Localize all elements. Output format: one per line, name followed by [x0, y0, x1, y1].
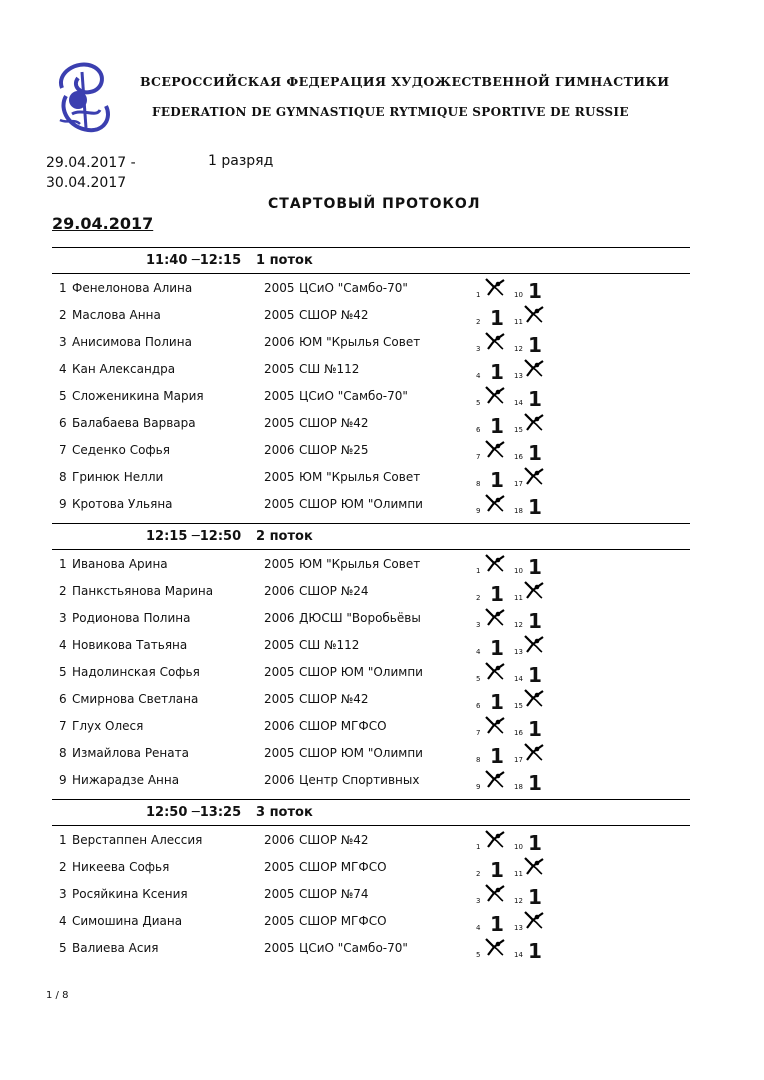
birth-year: 2006: [264, 335, 295, 349]
athlete-name: Седенко Софья: [72, 443, 170, 457]
gymnast-icon: [484, 661, 506, 681]
flow-header: [52, 799, 690, 826]
apparatus-mark: 1: [528, 609, 542, 633]
table-row: [52, 409, 690, 436]
apparatus-mark: 1: [490, 582, 504, 606]
order-a: 4: [476, 648, 481, 656]
table-row: [52, 463, 690, 490]
table-row: [52, 766, 690, 793]
apparatus-mark: 1: [490, 636, 504, 660]
table-row: [52, 490, 690, 517]
club-name: ЦСиО "Самбо-70": [299, 281, 408, 295]
athlete-name: Новикова Татьяна: [72, 638, 188, 652]
apparatus-mark: 1: [528, 663, 542, 687]
gymnast-icon: [484, 331, 506, 351]
birth-year: 2006: [264, 611, 295, 625]
birth-year: 2006: [264, 833, 295, 847]
order-a: 7: [476, 453, 481, 461]
page-number: 1 / 8: [46, 990, 69, 1001]
club-name: ЮМ "Крылья Совет: [299, 470, 421, 484]
start-number: 7: [59, 719, 67, 733]
birth-year: 2005: [264, 497, 295, 511]
order-b: 12: [514, 621, 523, 629]
order-a: 6: [476, 426, 481, 434]
athlete-name: Панкстьянова Марина: [72, 584, 214, 598]
birth-year: 2005: [264, 692, 295, 706]
club-name: СШОР №74: [299, 887, 369, 901]
club-name: ЮМ "Крылья Совет: [299, 557, 421, 571]
flow-time: 11:40 ─12:15: [146, 253, 242, 268]
order-a: 6: [476, 702, 481, 710]
gymnast-icon: [484, 829, 506, 849]
table-row: [52, 577, 690, 604]
order-a: 5: [476, 951, 481, 959]
start-number: 9: [59, 773, 67, 787]
flow-label: 1 поток: [256, 253, 313, 268]
table-row: [52, 685, 690, 712]
club-name: СШОР №42: [299, 416, 369, 430]
order-b: 12: [514, 897, 523, 905]
gymnast-icon: [523, 580, 545, 600]
start-number: 7: [59, 443, 67, 457]
order-b: 11: [514, 594, 523, 602]
order-a: 4: [476, 372, 481, 380]
start-number: 2: [59, 584, 67, 598]
table-row: [52, 328, 690, 355]
club-name: Центр Спортивных: [299, 773, 420, 787]
start-number: 4: [59, 362, 67, 376]
athlete-name: Глух Олеся: [72, 719, 144, 733]
start-number: 3: [59, 335, 67, 349]
order-a: 5: [476, 675, 481, 683]
apparatus-mark: 1: [490, 414, 504, 438]
flow-label: 2 поток: [256, 529, 313, 544]
start-number: 4: [59, 914, 67, 928]
order-b: 13: [514, 924, 523, 932]
table-row: [52, 907, 690, 934]
order-b: 16: [514, 729, 523, 737]
club-name: СШ №112: [299, 638, 360, 652]
category-label: 1 разряд: [208, 153, 274, 169]
table-row: [52, 712, 690, 739]
start-number: 2: [59, 308, 67, 322]
date-to: 30.04.2017: [46, 175, 127, 191]
order-b: 11: [514, 870, 523, 878]
athlete-name: Симошина Диана: [72, 914, 183, 928]
table-row: [52, 739, 690, 766]
birth-year: 2005: [264, 887, 295, 901]
apparatus-mark: 1: [528, 771, 542, 795]
order-b: 10: [514, 567, 523, 575]
apparatus-mark: 1: [528, 831, 542, 855]
federation-logo: [52, 58, 116, 138]
club-name: СШОР №42: [299, 308, 369, 322]
gymnast-icon: [484, 937, 506, 957]
athlete-name: Фенелонова Алина: [72, 281, 193, 295]
federation-title-ru: ВСЕРОССИЙСКАЯ ФЕДЕРАЦИЯ ХУДОЖЕСТВЕННОЙ ГИМНАСТИКИ: [140, 74, 670, 89]
order-b: 13: [514, 648, 523, 656]
federation-title-fr: FEDERATION DE GYMNASTIQUE RYTMIQUE SPORTIVE DE RUSSIE: [152, 105, 629, 119]
document-title: СТАРТОВЫЙ ПРОТОКОЛ: [268, 196, 481, 212]
table-row: [52, 826, 690, 853]
start-number: 8: [59, 470, 67, 484]
gymnast-icon: [523, 910, 545, 930]
athlete-name: Кан Александра: [72, 362, 176, 376]
club-name: СШ №112: [299, 362, 360, 376]
flow-time: 12:15 ─12:50: [146, 529, 242, 544]
start-number: 5: [59, 389, 67, 403]
club-name: СШОР ЮМ "Олимпи: [299, 497, 423, 511]
order-b: 15: [514, 426, 523, 434]
athlete-name: Никеева Софья: [72, 860, 170, 874]
start-number: 3: [59, 611, 67, 625]
flow-label: 3 поток: [256, 805, 313, 820]
apparatus-mark: 1: [490, 360, 504, 384]
birth-year: 2006: [264, 584, 295, 598]
club-name: СШОР МГФСО: [299, 719, 387, 733]
flow-header: [52, 523, 690, 550]
birth-year: 2005: [264, 665, 295, 679]
athlete-name: Росяйкина Ксения: [72, 887, 188, 901]
table-row: [52, 853, 690, 880]
table-row: [52, 658, 690, 685]
order-a: 8: [476, 480, 481, 488]
birth-year: 2005: [264, 389, 295, 403]
flow-block: [52, 523, 690, 793]
order-b: 17: [514, 480, 523, 488]
order-b: 17: [514, 756, 523, 764]
order-a: 2: [476, 318, 481, 326]
gymnast-icon: [484, 769, 506, 789]
athlete-name: Верстаппен Алессия: [72, 833, 203, 847]
order-a: 7: [476, 729, 481, 737]
start-number: 2: [59, 860, 67, 874]
club-name: ЦСиО "Самбо-70": [299, 941, 408, 955]
flow-time: 12:50 ─13:25: [146, 805, 242, 820]
club-name: СШОР №25: [299, 443, 369, 457]
club-name: ЦСиО "Самбо-70": [299, 389, 408, 403]
gymnast-icon: [523, 856, 545, 876]
competition-dates: [46, 153, 136, 193]
gymnast-icon: [484, 439, 506, 459]
table-row: [52, 274, 690, 301]
date-from: 29.04.2017 -: [46, 155, 136, 171]
athlete-name: Гринюк Нелли: [72, 470, 164, 484]
gymnast-icon: [484, 883, 506, 903]
order-b: 11: [514, 318, 523, 326]
order-a: 2: [476, 594, 481, 602]
table-row: [52, 355, 690, 382]
club-name: СШОР №42: [299, 692, 369, 706]
athlete-name: Иванова Арина: [72, 557, 168, 571]
gymnast-icon: [484, 493, 506, 513]
order-b: 10: [514, 291, 523, 299]
athlete-name: Сложеникина Мария: [72, 389, 204, 403]
apparatus-mark: 1: [490, 468, 504, 492]
order-b: 10: [514, 843, 523, 851]
order-b: 14: [514, 675, 523, 683]
start-number: 6: [59, 416, 67, 430]
athlete-name: Смирнова Светлана: [72, 692, 199, 706]
birth-year: 2005: [264, 914, 295, 928]
apparatus-mark: 1: [490, 858, 504, 882]
gymnast-icon: [484, 607, 506, 627]
flow-block: [52, 799, 690, 961]
apparatus-mark: 1: [490, 690, 504, 714]
start-number: 5: [59, 665, 67, 679]
apparatus-mark: 1: [490, 744, 504, 768]
order-a: 1: [476, 567, 481, 575]
birth-year: 2006: [264, 719, 295, 733]
birth-year: 2005: [264, 281, 295, 295]
birth-year: 2006: [264, 773, 295, 787]
order-a: 1: [476, 843, 481, 851]
flow-header: [52, 247, 690, 274]
order-a: 8: [476, 756, 481, 764]
start-number: 1: [59, 557, 67, 571]
birth-year: 2005: [264, 860, 295, 874]
club-name: СШОР №24: [299, 584, 369, 598]
flow-block: [52, 247, 690, 517]
apparatus-mark: 1: [528, 885, 542, 909]
apparatus-mark: 1: [490, 912, 504, 936]
table-row: [52, 301, 690, 328]
birth-year: 2005: [264, 308, 295, 322]
order-a: 3: [476, 345, 481, 353]
order-a: 3: [476, 897, 481, 905]
order-a: 3: [476, 621, 481, 629]
start-number: 6: [59, 692, 67, 706]
club-name: ДЮСШ "Воробьёвы: [299, 611, 421, 625]
gymnast-icon: [523, 634, 545, 654]
birth-year: 2005: [264, 362, 295, 376]
birth-year: 2005: [264, 557, 295, 571]
birth-year: 2005: [264, 638, 295, 652]
table-row: [52, 382, 690, 409]
club-name: СШОР ЮМ "Олимпи: [299, 665, 423, 679]
athlete-name: Нижарадзе Анна: [72, 773, 180, 787]
athlete-name: Родионова Полина: [72, 611, 191, 625]
order-b: 14: [514, 399, 523, 407]
start-number: 8: [59, 746, 67, 760]
gymnast-icon: [523, 688, 545, 708]
table-row: [52, 550, 690, 577]
order-b: 14: [514, 951, 523, 959]
club-name: СШОР №42: [299, 833, 369, 847]
birth-year: 2006: [264, 443, 295, 457]
table-row: [52, 604, 690, 631]
birth-year: 2005: [264, 416, 295, 430]
gymnast-icon: [523, 412, 545, 432]
apparatus-mark: 1: [528, 555, 542, 579]
start-number: 9: [59, 497, 67, 511]
start-number: 4: [59, 638, 67, 652]
table-row: [52, 880, 690, 907]
apparatus-mark: 1: [528, 495, 542, 519]
table-row: [52, 436, 690, 463]
club-name: СШОР МГФСО: [299, 914, 387, 928]
apparatus-mark: 1: [528, 279, 542, 303]
apparatus-mark: 1: [528, 939, 542, 963]
order-a: 1: [476, 291, 481, 299]
athlete-name: Балабаева Варвара: [72, 416, 196, 430]
club-name: СШОР МГФСО: [299, 860, 387, 874]
start-number: 3: [59, 887, 67, 901]
club-name: ЮМ "Крылья Совет: [299, 335, 421, 349]
start-number: 5: [59, 941, 67, 955]
order-b: 13: [514, 372, 523, 380]
order-a: 5: [476, 399, 481, 407]
gymnast-icon: [523, 466, 545, 486]
apparatus-mark: 1: [528, 387, 542, 411]
athlete-name: Анисимова Полина: [72, 335, 192, 349]
order-a: 2: [476, 870, 481, 878]
apparatus-mark: 1: [528, 441, 542, 465]
athlete-name: Надолинская Софья: [72, 665, 200, 679]
club-name: СШОР ЮМ "Олимпи: [299, 746, 423, 760]
gymnast-icon: [484, 553, 506, 573]
apparatus-mark: 1: [528, 333, 542, 357]
start-number: 1: [59, 833, 67, 847]
athlete-name: Маслова Анна: [72, 308, 161, 322]
athlete-name: Измайлова Рената: [72, 746, 189, 760]
day-date: 29.04.2017: [52, 214, 154, 233]
athlete-name: Валиева Асия: [72, 941, 159, 955]
order-a: 9: [476, 507, 481, 515]
gymnast-icon: [484, 385, 506, 405]
table-row: [52, 934, 690, 961]
gymnast-icon: [523, 358, 545, 378]
order-b: 15: [514, 702, 523, 710]
gymnast-icon: [523, 742, 545, 762]
birth-year: 2005: [264, 746, 295, 760]
birth-year: 2005: [264, 941, 295, 955]
table-row: [52, 631, 690, 658]
order-b: 18: [514, 783, 523, 791]
gymnast-icon: [523, 304, 545, 324]
gymnast-icon: [484, 277, 506, 297]
start-number: 1: [59, 281, 67, 295]
birth-year: 2005: [264, 470, 295, 484]
order-b: 16: [514, 453, 523, 461]
order-b: 18: [514, 507, 523, 515]
gymnast-icon: [484, 715, 506, 735]
athlete-name: Кротова Ульяна: [72, 497, 173, 511]
order-a: 9: [476, 783, 481, 791]
order-b: 12: [514, 345, 523, 353]
apparatus-mark: 1: [490, 306, 504, 330]
order-a: 4: [476, 924, 481, 932]
apparatus-mark: 1: [528, 717, 542, 741]
